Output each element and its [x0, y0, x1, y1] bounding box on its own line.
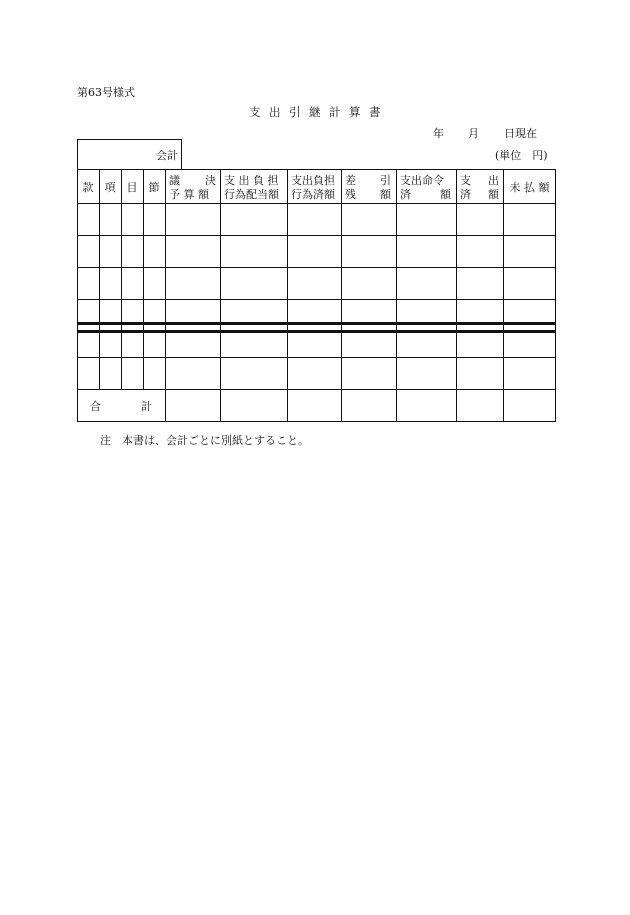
date-year-label: 年 — [433, 127, 444, 140]
header-kou: 項 — [104, 181, 116, 194]
header-giketsu-yosangaku: 議 決 予 算 額 — [169, 174, 216, 201]
header-miharaigaku: 未 払 額 — [509, 181, 550, 194]
account-label: 会計 — [156, 149, 178, 162]
header-kan: 款 — [82, 181, 94, 194]
table-frame — [78, 170, 556, 422]
unit-label: (単位 円) — [495, 149, 548, 162]
document-title: 支出引継計算書 — [249, 105, 389, 119]
header-sashihiki-zangaku: 差 引 残 額 — [345, 174, 391, 201]
date-month-label: 月 — [468, 127, 479, 140]
date-day-label: 日現在 — [504, 127, 537, 140]
break-line-lower — [77, 330, 556, 333]
total-label-right: 計 — [141, 400, 152, 413]
header-futan-haitougaku: 支 出 負 担 行為配当額 — [224, 174, 279, 201]
break-line-upper — [77, 322, 556, 325]
form-number: 第63号様式 — [77, 86, 135, 99]
header-shishutsu-zumigaku: 支 出 済 額 — [460, 174, 499, 201]
total-label-left: 合 — [90, 400, 101, 413]
header-setsu: 節 — [148, 181, 160, 194]
footnote: 注 本書は、会計ごとに別紙とすること。 — [100, 434, 309, 447]
header-futan-zumigaku: 支出負担 行為済額 — [291, 174, 335, 201]
header-moku: 目 — [126, 181, 138, 194]
header-meirei-zumigaku: 支出命令 済 額 — [400, 174, 451, 201]
